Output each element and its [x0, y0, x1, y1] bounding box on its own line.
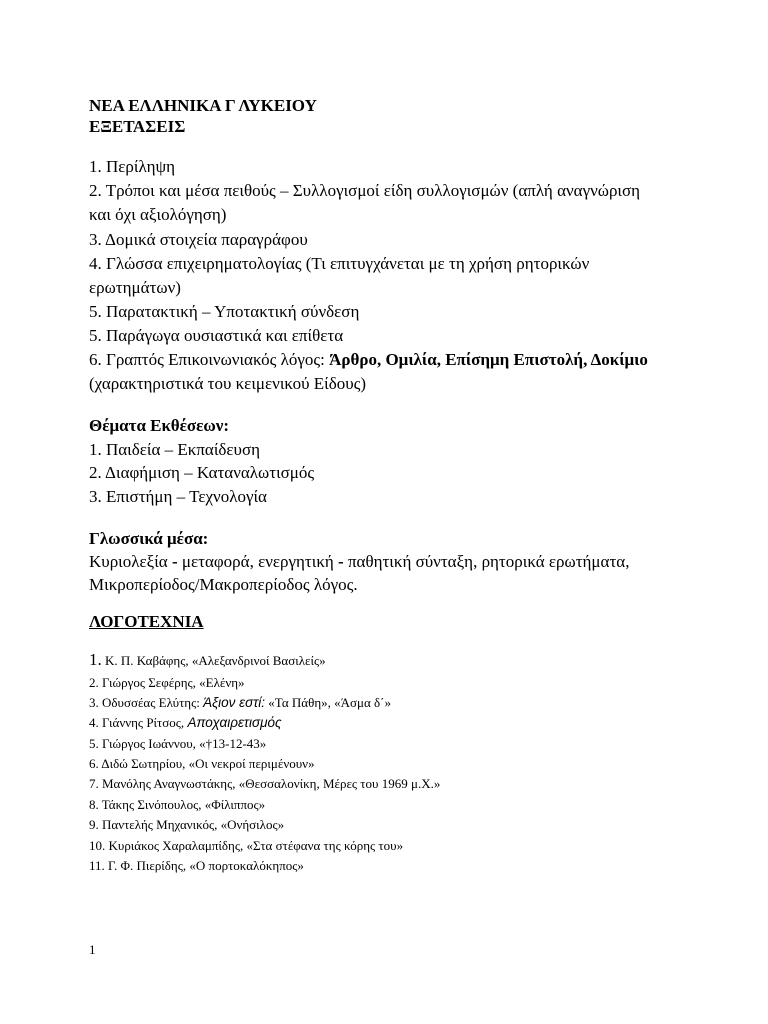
topic-item: 5. Παράγωγα ουσιαστικά και επίθετα [89, 326, 344, 345]
literature-item: 7. Μανόλης Αναγνωστάκης, «Θεσσαλονίκη, Μέρες του 1969 μ.Χ.» [89, 776, 441, 791]
literature-item [89, 716, 282, 730]
page-number: 1 [89, 942, 96, 957]
title-line-2: ΕΞΕΤΑΣΕΙΣ [89, 117, 186, 136]
topic-item-6-label: 6. Γραπτός Επικοινωνιακός λόγος: [89, 350, 330, 369]
literature-item-italic: Άξιον εστί: [203, 695, 266, 710]
essay-item: 1. Παιδεία – Εκπαίδευση [89, 440, 261, 459]
language-dash: - [338, 552, 344, 571]
literature-item: 11. Γ. Φ. Πιερίδης, «Ο πορτοκαλόκηπος» [89, 858, 304, 873]
literature-item-number: 1. [89, 650, 102, 669]
topic-item: 2. Τρόποι και μέσα πειθούς – Συλλογισμοί είδη συλλογισμών (απλή αναγνώριση [89, 181, 641, 200]
literature-item [89, 651, 326, 668]
literature-item: 9. Παντελής Μηχανικός, «Ονήσιλος» [89, 817, 285, 832]
literature-item-text: 4. Γιάννης Ρίτσος, [89, 715, 188, 730]
title-line-1: ΝΕΑ ΕΛΛΗΝΙΚΑ Γ ΛΥΚΕΙΟΥ [89, 96, 317, 115]
essays-heading: Θέματα Εκθέσεων: [89, 416, 230, 435]
topic-item-6-genres: Άρθρο, Ομιλία, Επίσημη Επιστολή, Δοκίμιο [329, 350, 648, 369]
topic-item-6-continuation: (χαρακτηριστικά του κειμενικού Είδους) [89, 374, 367, 393]
language-line-1 [89, 553, 629, 570]
topic-item: 3. Δομικά στοιχεία παραγράφου [89, 230, 308, 249]
literature-item [89, 696, 391, 710]
literature-item: 8. Τάκης Σινόπουλος, «Φίλιππος» [89, 797, 266, 812]
language-heading: Γλωσσικά μέσα: [89, 529, 209, 548]
topic-item: 5. Παρατακτική – Υποτακτική σύνδεση [89, 302, 360, 321]
literature-item: 10. Κυριάκος Χαραλαμπίδης, «Στα στέφανα της κόρης του» [89, 838, 404, 853]
literature-item: 2. Γιώργος Σεφέρης, «Ελένη» [89, 675, 245, 690]
topic-item-6 [89, 351, 648, 368]
topic-item: 1. Περίληψη [89, 157, 175, 176]
language-text: παθητική σύνταξη, ρητορικά ερωτήματα, [343, 552, 630, 571]
topic-item: και όχι αξιολόγηση) [89, 205, 227, 224]
literature-item-italic: Αποχαιρετισμός [187, 715, 282, 730]
language-text: Κυριολεξία [89, 552, 172, 571]
literature-item-text: Κ. Π. Καβάφης, «Αλεξανδρινοί Βασιλείς» [101, 653, 326, 668]
language-text: μεταφορά, ενεργητική [177, 552, 339, 571]
literature-item: 6. Διδώ Σωτηρίου, «Οι νεκροί περιμένουν» [89, 756, 315, 771]
literature-item-text: 3. Οδυσσέας Ελύτης: [89, 695, 204, 710]
literature-heading: ΛΟΓΟΤΕΧΝΙΑ [89, 612, 204, 631]
essay-item: 2. Διαφήμιση – Καταναλωτισμός [89, 463, 315, 482]
topic-item: 4. Γλώσσα επιχειρηματολογίας (Τι επιτυγχάνεται με τη χρήση ρητορικών [89, 254, 590, 273]
literature-item-text: «Τα Πάθη», «Άσμα δ΄» [265, 695, 392, 710]
literature-item: 5. Γιώργος Ιωάννου, «†13-12-43» [89, 736, 267, 751]
topic-item: ερωτημάτων) [89, 278, 181, 297]
language-dash: - [171, 552, 178, 571]
language-line-2: Μικροπερίοδος/Μακροπερίοδος λόγος. [89, 575, 358, 594]
essay-item: 3. Επιστήμη – Τεχνολογία [89, 487, 267, 506]
